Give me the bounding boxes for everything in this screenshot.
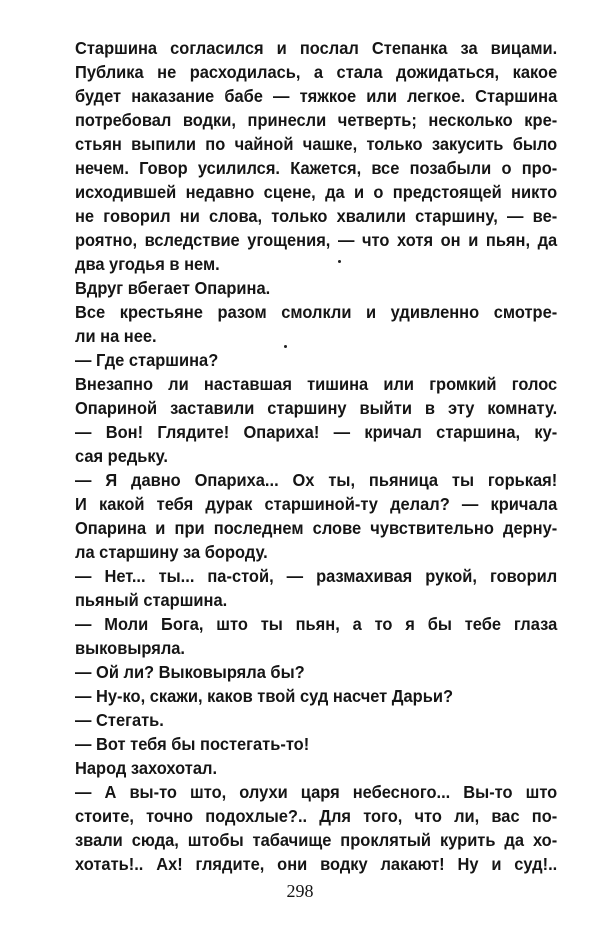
text-line: — Моли Бога, што ты пьян, а то я бы тебе глаза <box>75 614 558 634</box>
text-line: Опарина и при последнем слове чувствительно дернy- <box>75 518 558 538</box>
text-line: — Ну-ко, скажи, каков твой суд насчет Дарьи? <box>75 686 453 706</box>
text-line: звали сюда, штобы табачище проклятый курить да хо- <box>75 830 558 850</box>
text-line: Старшина согласился и послал Степанка за вицами. <box>75 38 558 58</box>
page-number: 298 <box>286 881 314 901</box>
text-line: стьян выпили по чайной чашке, только закусить было <box>75 134 558 154</box>
text-line: стоите, точно подохлые?.. Для того, что ли, вас по- <box>75 806 558 826</box>
text-line: ли на нее. <box>75 326 157 346</box>
text-line: хотать!.. Ах! глядите, они водку лакают! Ну и суд!.. <box>75 854 558 874</box>
text-line: — Стегать. <box>75 710 164 730</box>
text-line: — А вы-то што, олухи царя небесного... Вы-то што <box>75 782 558 802</box>
text-line: Все крестьяне разом смолкли и удивленно смотре- <box>75 302 558 322</box>
print-speck <box>338 260 341 263</box>
body-text <box>75 36 558 876</box>
text-line: — Где старшина? <box>75 350 219 370</box>
text-line: — Я давно Опариха... Ох ты, пьяница ты горькая! <box>75 470 558 490</box>
text-line: И какой тебя дурак старшиной-ту делал? — кричала <box>75 494 558 514</box>
text-line: будет наказание бабе — тяжкое или легкое. Старшина <box>75 86 558 106</box>
text-line: исходившей недавно сцене, да и о предстоящей никто <box>75 182 558 202</box>
text-line: ла старшину за бороду. <box>75 542 268 562</box>
text-line: потребовал водки, принесли четверть; несколько кре- <box>75 110 558 130</box>
text-line: сая редьку. <box>75 446 168 466</box>
text-line: выковыряла. <box>75 638 185 658</box>
text-line: Публика не расходилась, а стала дожидаться, какое <box>75 62 558 82</box>
text-line: — Ой ли? Выковыряла бы? <box>75 662 305 682</box>
text-line: Внезапно ли наставшая тишина или громкий голос <box>75 374 558 394</box>
text-line: два угодья в нем. <box>75 254 220 274</box>
text-line: Опариной заставили старшину выйти в эту комнату. <box>75 398 558 418</box>
text-line: Вдруг вбегает Опарина. <box>75 278 271 298</box>
print-speck <box>284 345 287 348</box>
text-line: не говорил ни слова, только хвалили старшину, — ве- <box>75 206 558 226</box>
text-line: — Нет... ты... па-стой, — размахивая рукой, говорил <box>75 566 558 586</box>
text-line: — Вот тебя бы постегать-то! <box>75 734 310 754</box>
text-line: нечем. Говор усилился. Кажется, все позабыли о про- <box>75 158 558 178</box>
text-line: Народ захохотал. <box>75 758 218 778</box>
text-line: пьяный старшина. <box>75 590 228 610</box>
text-line: роятно, вследствие угощения, — что хотя он и пьян, да <box>75 230 558 250</box>
text-line: — Вон! Глядите! Опариха! — кричал старшина, ку- <box>75 422 558 442</box>
